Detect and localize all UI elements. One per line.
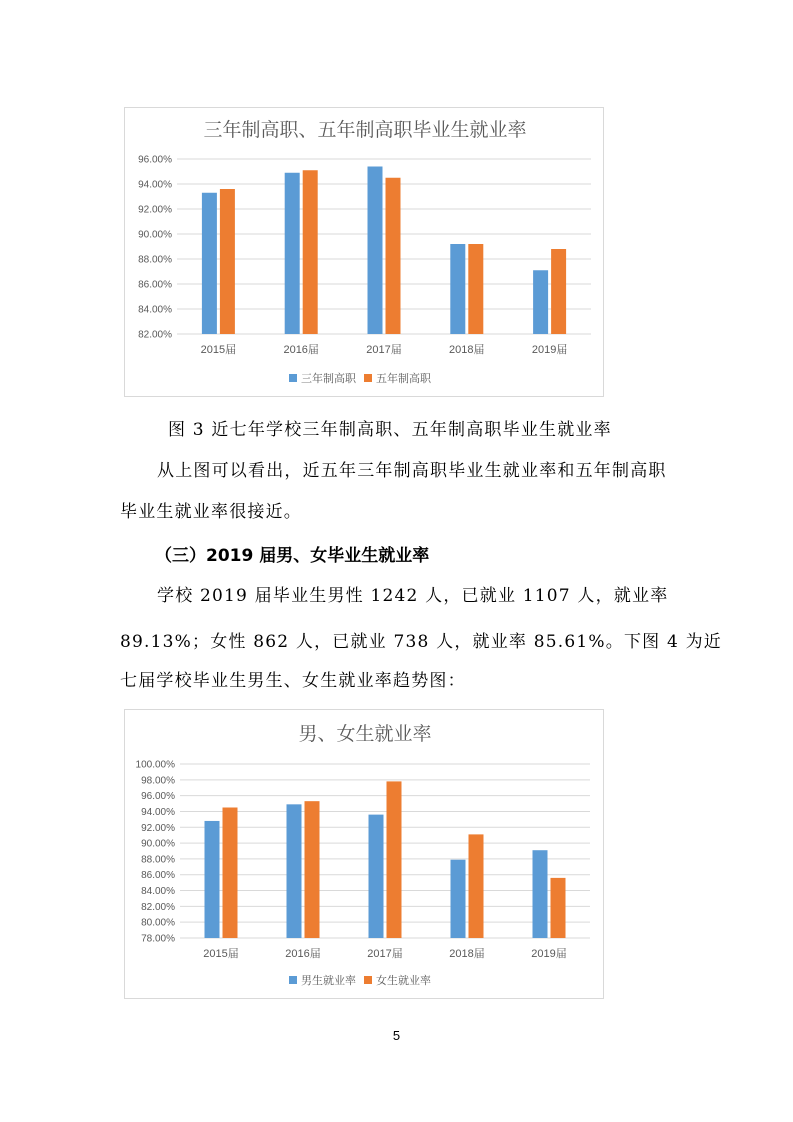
section-3-heading: （三）2019 届男、女毕业生就业率 [155, 546, 430, 566]
bar-series1-4 [533, 270, 548, 334]
y-tick-label: 92.00% [138, 204, 172, 216]
bar-series2-4 [551, 249, 566, 334]
bar-series1-0 [205, 821, 220, 938]
y-tick-label: 88.00% [141, 854, 175, 866]
paragraph-2-line-2: 89.13%；女性 862 人，已就业 738 人，就业率 85.61%。下图 4 为近 [120, 632, 722, 652]
bar-series1-3 [450, 244, 465, 334]
y-tick-label: 100.00% [135, 759, 175, 771]
legend-swatch [289, 976, 297, 984]
bar-series2-2 [386, 178, 401, 334]
bar-series1-0 [202, 193, 217, 334]
paragraph-2-line-1: 学校 2019 届毕业生男性 1242 人，已就业 1107 人，就业率 [157, 586, 669, 606]
legend-label: 三年制高职 [301, 373, 356, 385]
legend-label: 五年制高职 [376, 373, 431, 385]
y-tick-label: 78.00% [141, 933, 175, 945]
y-tick-label: 92.00% [141, 822, 175, 834]
bar-series2-1 [305, 801, 320, 938]
x-tick-label: 2018届 [449, 344, 485, 356]
bar-series1-2 [369, 815, 384, 938]
y-tick-label: 96.00% [141, 791, 175, 803]
y-tick-label: 96.00% [138, 154, 172, 166]
paragraph-1-line-1: 从上图可以看出，近五年三年制高职毕业生就业率和五年制高职 [157, 461, 667, 481]
y-tick-label: 90.00% [141, 838, 175, 850]
y-tick-label: 94.00% [138, 179, 172, 191]
bar-series2-2 [387, 781, 402, 938]
x-tick-label: 2019届 [531, 344, 568, 356]
x-tick-label: 2016届 [285, 948, 321, 960]
bar-chart-2 [125, 710, 603, 998]
x-tick-label: 2015届 [203, 948, 239, 960]
bar-series1-1 [287, 804, 302, 938]
y-tick-label: 80.00% [141, 917, 175, 929]
bar-series2-3 [468, 244, 483, 334]
y-tick-label: 98.00% [141, 775, 175, 787]
x-tick-label: 2017届 [367, 948, 403, 960]
bar-series1-1 [285, 173, 300, 334]
bar-series2-0 [220, 189, 235, 334]
x-tick-label: 2018届 [449, 948, 485, 960]
bar-series1-3 [451, 860, 466, 938]
employment-rate-chart-by-program [124, 107, 604, 397]
paragraph-2-line-3: 七届学校毕业生男生、女生就业率趋势图： [120, 671, 466, 691]
y-tick-label: 82.00% [141, 901, 175, 913]
employment-rate-chart-by-gender [124, 709, 604, 999]
legend-swatch [364, 374, 372, 382]
bar-chart-1 [125, 108, 603, 396]
y-tick-label: 86.00% [141, 870, 175, 882]
x-tick-label: 2016届 [283, 344, 319, 356]
bar-series1-2 [368, 167, 383, 335]
chart-title: 男、女生就业率 [298, 724, 432, 745]
y-tick-label: 94.00% [141, 806, 175, 818]
page-number: 5 [392, 1028, 401, 1043]
bar-series2-3 [469, 834, 484, 938]
legend-label: 男生就业率 [301, 975, 356, 987]
legend-label: 女生就业率 [376, 975, 431, 987]
legend-swatch [289, 374, 297, 382]
y-tick-label: 82.00% [138, 329, 172, 341]
y-tick-label: 90.00% [138, 229, 172, 241]
bar-series2-0 [223, 808, 238, 939]
paragraph-1-line-2: 毕业生就业率很接近。 [120, 502, 302, 522]
bar-series2-1 [303, 170, 318, 334]
x-tick-label: 2015届 [200, 344, 237, 356]
x-tick-label: 2019届 [531, 948, 567, 960]
bar-series2-4 [551, 878, 566, 938]
y-tick-label: 84.00% [141, 886, 175, 898]
chart-title: 三年制高职、五年制高职毕业生就业率 [203, 120, 527, 141]
x-tick-label: 2017届 [366, 344, 402, 356]
y-tick-label: 88.00% [138, 254, 172, 266]
bar-series1-4 [533, 850, 548, 938]
y-tick-label: 84.00% [138, 304, 172, 316]
figure-3-caption: 图 3 近七年学校三年制高职、五年制高职毕业生就业率 [168, 420, 612, 440]
y-tick-label: 86.00% [138, 279, 172, 291]
legend-swatch [364, 976, 372, 984]
